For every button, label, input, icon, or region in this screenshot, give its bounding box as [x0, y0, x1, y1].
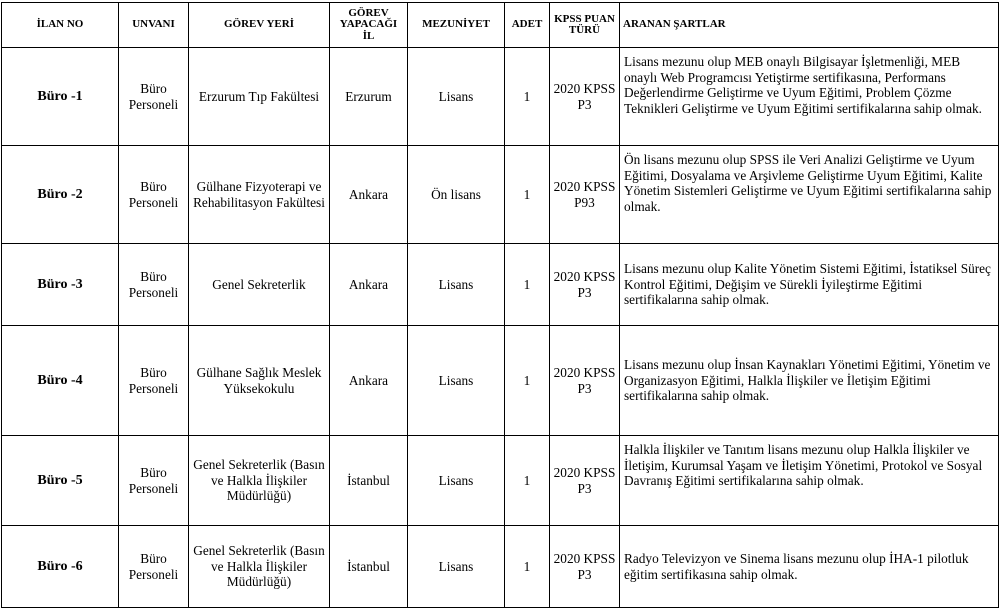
- cell-sartlar: Radyo Televizyon ve Sinema lisans mezunu olup İHA-1 pilotluk eğitim sertifikasına sahip olmak.: [620, 526, 999, 608]
- cell-gorev-yeri: Genel Sekreterlik (Basın ve Halkla İlişkiler Müdürlüğü): [189, 526, 330, 608]
- cell-sartlar: Lisans mezunu olup Kalite Yönetim Sistemi Eğitimi, İstatiksel Süreç Kontrol Eğitimi, Değişim ve Sürekli İyileştirme Eğitimi sertifikalarına sahip olmak.: [620, 244, 999, 326]
- cell-gorev-yeri: Erzurum Tıp Fakültesi: [189, 48, 330, 146]
- cell-il: Ankara: [330, 244, 408, 326]
- cell-sartlar: Lisans mezunu olup MEB onaylı Bilgisayar İşletmenliği, MEB onaylı Web Programcısı Yetiştirme sertifikasına, Performans Değerlendirme Geliştirme ve Uyum Eğitimi, Problem Çözme Teknikleri Geliştirme ve Uyum Eğitimi sertifikalarına sahip olmak.: [620, 48, 999, 146]
- cell-unvani: Büro Personeli: [119, 436, 189, 526]
- cell-il: Erzurum: [330, 48, 408, 146]
- cell-unvani: Büro Personeli: [119, 244, 189, 326]
- cell-gorev-yeri: Genel Sekreterlik: [189, 244, 330, 326]
- cell-sartlar: Halkla İlişkiler ve Tanıtım lisans mezunu olup Halkla İlişkiler ve İletişim, Kurumsal Yaşam ve İletişim Yönetimi, Protokol ve Sosyal Davranış Eğitimi sertifikalarına sahip olmak.: [620, 436, 999, 526]
- cell-mezuniyet: Lisans: [408, 526, 505, 608]
- table-row: [2, 326, 999, 436]
- job-listing-table: [1, 2, 999, 608]
- table-row: [2, 526, 999, 608]
- cell-adet: 1: [505, 436, 550, 526]
- cell-kpss: 2020 KPSS P93: [550, 146, 620, 244]
- header-adet: ADET: [505, 3, 550, 48]
- cell-il: İstanbul: [330, 436, 408, 526]
- table-header-row: [2, 3, 999, 48]
- cell-kpss: 2020 KPSS P3: [550, 436, 620, 526]
- header-unvani: UNVANI: [119, 3, 189, 48]
- cell-mezuniyet: Lisans: [408, 436, 505, 526]
- header-sartlar: ARANAN ŞARTLAR: [620, 3, 999, 48]
- cell-il: Ankara: [330, 326, 408, 436]
- cell-gorev-yeri: Genel Sekreterlik (Basın ve Halkla İlişkiler Müdürlüğü): [189, 436, 330, 526]
- cell-ilan-no: Büro -5: [2, 436, 119, 526]
- header-gorev-yeri: GÖREV YERİ: [189, 3, 330, 48]
- cell-il: Ankara: [330, 146, 408, 244]
- header-mezuniyet: MEZUNİYET: [408, 3, 505, 48]
- cell-ilan-no: Büro -6: [2, 526, 119, 608]
- cell-adet: 1: [505, 326, 550, 436]
- cell-sartlar: Lisans mezunu olup İnsan Kaynakları Yönetimi Eğitimi, Yönetim ve Organizasyon Eğitimi, Halkla İlişkiler ve İletişim Eğitimi sertifikalarına sahip olmak.: [620, 326, 999, 436]
- cell-ilan-no: Büro -2: [2, 146, 119, 244]
- header-ilan-no: İLAN NO: [2, 3, 119, 48]
- cell-unvani: Büro Personeli: [119, 526, 189, 608]
- cell-mezuniyet: Lisans: [408, 326, 505, 436]
- cell-ilan-no: Büro -4: [2, 326, 119, 436]
- table-row: [2, 244, 999, 326]
- cell-mezuniyet: Lisans: [408, 48, 505, 146]
- cell-sartlar: Ön lisans mezunu olup SPSS ile Veri Analizi Geliştirme ve Uyum Eğitimi, Dosyalama ve Arşivleme Geliştirme Uyum Eğitimi, Kalite Yönetim Sistemleri Geliştirme ve Uyum Eğitimi sertifikalarına sahip olmak.: [620, 146, 999, 244]
- cell-ilan-no: Büro -3: [2, 244, 119, 326]
- cell-adet: 1: [505, 48, 550, 146]
- table-row: [2, 146, 999, 244]
- cell-adet: 1: [505, 146, 550, 244]
- header-kpss: KPSS PUAN TÜRÜ: [550, 3, 620, 48]
- cell-kpss: 2020 KPSS P3: [550, 244, 620, 326]
- cell-adet: 1: [505, 244, 550, 326]
- cell-kpss: 2020 KPSS P3: [550, 48, 620, 146]
- cell-unvani: Büro Personeli: [119, 48, 189, 146]
- header-gorev-il: GÖREV YAPACAĞI İL: [330, 3, 408, 48]
- cell-unvani: Büro Personeli: [119, 146, 189, 244]
- cell-adet: 1: [505, 526, 550, 608]
- cell-kpss: 2020 KPSS P3: [550, 526, 620, 608]
- cell-mezuniyet: Lisans: [408, 244, 505, 326]
- cell-kpss: 2020 KPSS P3: [550, 326, 620, 436]
- table-row: [2, 48, 999, 146]
- cell-ilan-no: Büro -1: [2, 48, 119, 146]
- cell-mezuniyet: Ön lisans: [408, 146, 505, 244]
- table-row: [2, 436, 999, 526]
- cell-gorev-yeri: Gülhane Fizyoterapi ve Rehabilitasyon Fakültesi: [189, 146, 330, 244]
- cell-gorev-yeri: Gülhane Sağlık Meslek Yüksekokulu: [189, 326, 330, 436]
- cell-il: İstanbul: [330, 526, 408, 608]
- cell-unvani: Büro Personeli: [119, 326, 189, 436]
